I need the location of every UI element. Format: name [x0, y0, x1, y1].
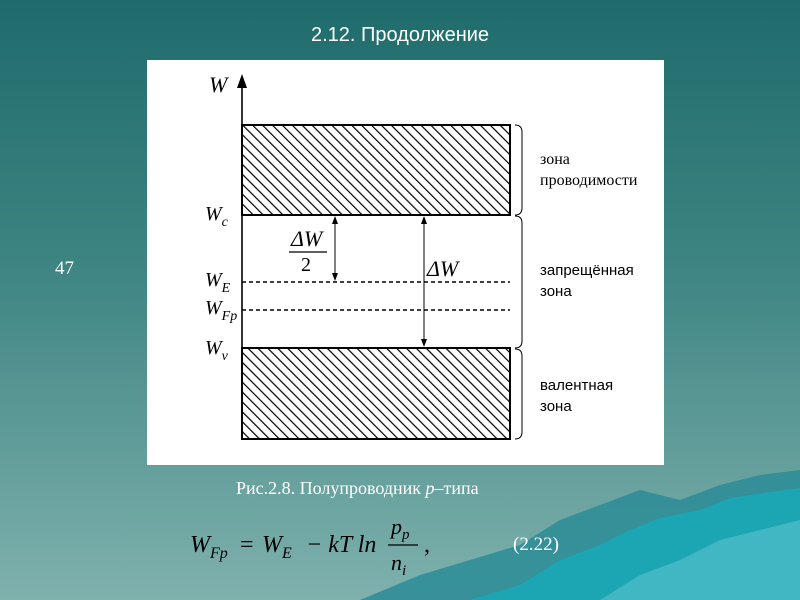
half-gap-arrow-head-bottom: [332, 273, 338, 281]
conduction-band: [242, 125, 510, 215]
valence-band: [242, 348, 510, 439]
slide-number: 47: [55, 258, 74, 279]
half-gap-arrow-head-top: [332, 216, 338, 224]
valence-bracket: [515, 349, 522, 439]
wv-label: $W_v$: [205, 337, 228, 364]
forbidden-zone-label: запрещённая зона: [540, 262, 634, 300]
formula-equals: =: [240, 532, 254, 558]
conduction-zone-label: зона проводимости: [540, 151, 638, 189]
figure-caption: [236, 478, 479, 499]
formula-comma: ,: [424, 532, 430, 558]
formula-numerator: $p_p$: [391, 514, 410, 543]
fermi-level-formula: [188, 510, 458, 582]
energy-axis-label: W: [209, 72, 228, 97]
forbidden-bracket: [515, 216, 522, 348]
formula-minus-term: − kT ln: [306, 532, 377, 558]
formula-denominator: $n_i$: [391, 550, 407, 579]
half-gap-numerator: ΔW: [291, 226, 323, 251]
half-gap-denominator: 2: [301, 254, 311, 276]
caption-suffix: –типа: [434, 478, 479, 498]
equation-number: (2.22): [513, 534, 559, 555]
band-diagram: [147, 60, 664, 465]
band-diagram-panel: [147, 60, 664, 465]
gap-label: ΔW: [427, 256, 459, 281]
slide-title: 2.12. Продолжение: [310, 24, 490, 46]
gap-arrow-head-top: [421, 216, 427, 224]
valence-zone-label: валентная зона: [540, 377, 614, 415]
formula-rhs-term: $W_E$: [262, 532, 292, 562]
wc-label: $W_c$: [205, 203, 228, 230]
we-label: $W_E$: [205, 269, 231, 296]
energy-axis-arrow: [237, 74, 247, 88]
caption-prefix: Рис.2.8. Полупроводник: [236, 478, 426, 498]
gap-arrow-head-bottom: [421, 339, 427, 347]
formula-graphic: [188, 510, 458, 582]
conduction-bracket: [515, 125, 522, 215]
wfp-label: $W_{Fp}$: [205, 297, 238, 324]
formula-lhs: $W_{Fp}$: [190, 532, 228, 562]
caption-type-letter: p: [425, 478, 435, 498]
